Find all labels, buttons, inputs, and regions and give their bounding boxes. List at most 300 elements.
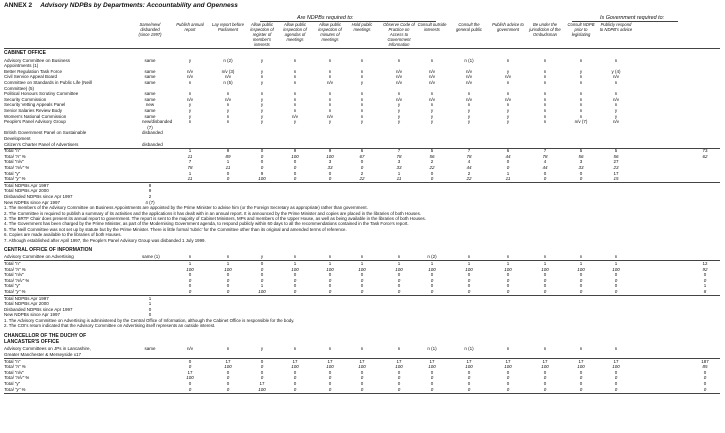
table-cell: n [614,346,618,352]
summary-label: Disbanded NDPBs since Apr 1997 [4,193,73,199]
table-cell: n [467,102,471,108]
table-cell: same [144,57,156,63]
table-cell: n [614,79,618,85]
table-cell: 67 [359,153,365,159]
table-cell: 11 [505,176,511,182]
table-cell: 23 [613,164,619,170]
row-label: Political Honours Scrutiny Committee [4,91,79,97]
table-cell: n [328,96,332,102]
table-cell: n [614,57,618,63]
table-cell: n [430,91,434,97]
table-cell: n [293,74,297,80]
table-cell: n (2) [223,57,233,63]
table-cell: y [467,107,471,113]
table-cell: 0 [467,277,471,283]
table-cell: y [467,113,471,119]
table-cell: 0 [226,289,230,294]
table-cell: n/v [186,68,193,74]
table-cell: n/v [612,119,619,125]
table-cell: 100 [186,266,194,272]
table-cell: 0 [188,364,192,370]
table-cell: y [579,68,583,74]
table-cell: 0 [397,277,401,283]
table-cell: 100 [186,375,194,381]
summary-value: 8 [148,182,152,188]
row-label: Citizen's Charter Panel of Advertisers [4,141,79,147]
table-cell: y [188,107,192,113]
table-cell: 0 [543,283,547,289]
table-cell: 1 [467,261,471,266]
row-label: Total "n" % [4,153,26,159]
table-cell: y [188,102,192,108]
table-cell: n [430,102,434,108]
column-header: Publish advice to government [492,22,524,32]
table-cell: 0 [360,289,364,294]
table-cell: 5 [430,148,434,154]
table-cell: 78 [466,153,472,159]
table-cell: n (1) [427,346,437,352]
table-cell: 100 [395,266,403,272]
table-cell: 2 [430,159,434,165]
table-cell: y [260,57,264,63]
table-cell: y [360,119,364,125]
row-label: Total "y" % [4,289,26,294]
row-label: Total "n" [4,148,21,154]
table-cell: 17 [542,358,548,364]
table-cell: n [543,79,547,85]
table-cell: n [397,254,401,260]
table-cell: 0 [328,380,332,386]
table-cell: 0 [579,277,583,283]
gov-group-heading: Is Government required to: [600,15,665,21]
table-cell: 0 [260,358,264,364]
table-cell: n [579,74,583,80]
table-cell: y [188,57,192,63]
table-cell: 0 [506,380,510,386]
table-cell: n [397,57,401,63]
table-cell: 17 [505,358,511,364]
table-cell: 0 [226,170,230,176]
table-cell: 100 [504,364,512,370]
table-cell: 2 [467,170,471,176]
footnote: 3. The BRTF Chair does present its annual report to government. The report is sent to the majority of Cabinet Ministers, MPs and members of the Upper House, as well as being available in the libraries of both Houses. [4,215,426,221]
table-cell: 78 [542,153,548,159]
table-cell: n [188,91,192,97]
footnote: 6. Copies are made available to the libraries of both Houses. [4,232,122,238]
table-cell: n [328,68,332,74]
table-cell: n [579,57,583,63]
row-label: Senior Salaries Review Body [4,107,63,113]
table-cell: 56 [578,153,584,159]
row-label: Appointments (1) [4,63,39,69]
table-cell: n/v (3) [221,68,235,74]
row-label: Security Commission [4,96,47,102]
table-cell: same [144,346,156,352]
table-cell: n [293,91,297,97]
table-cell: n [293,96,297,102]
row-label: People's Panel Advisory Group [4,119,66,125]
summary-label: New NDPBs since Apr 1997 [4,312,61,318]
table-cell: 0 [614,272,618,278]
table-cell: n/v [395,96,402,102]
footnote: 5. The Neill Committee was not set up by statute but by the Prime Minister. There is little formal 'rubric' for the Committee other than its original and amended terms of reference. [4,226,347,232]
table-cell: 0 [543,272,547,278]
table-cell: 0 [188,358,192,364]
table-cell: n [293,68,297,74]
table-cell: y [260,254,264,260]
table-cell: disbanded [142,130,163,136]
table-cell: 0 [328,277,332,283]
table-cell: 0 [260,266,264,272]
table-cell: n [614,102,618,108]
table-cell: y [430,119,434,125]
table-cell: 1 [430,261,434,266]
table-cell: 33 [327,164,333,170]
table-cell: n [360,96,364,102]
table-cell: 1 [188,148,192,154]
table-cell: n/v [395,68,402,74]
annex-label: ANNEX 2 [4,2,33,9]
table-cell: same [144,68,156,74]
table-cell: 0 [360,369,364,375]
table-cell: n [614,254,618,260]
row-total: 12 [702,261,708,266]
table-cell: n/v (7) [574,119,588,125]
table-cell: 0 [579,283,583,289]
table-cell: 0 [506,375,510,381]
table-cell: 1 [293,261,297,266]
table-cell: 100 [465,364,473,370]
row-label: Total "y" % [4,176,26,182]
table-cell: 17 [613,358,619,364]
table-cell: n [506,102,510,108]
table-cell: n [360,68,364,74]
table-cell: 0 [293,170,297,176]
table-cell: 4 [467,159,471,165]
section-heading: LANCASTER'S OFFICE [4,338,60,345]
row-label: Civil Service Appeal Board [4,74,58,80]
table-cell: 0 [397,289,401,294]
table-cell: 2 [360,170,364,176]
table-cell: 9 [328,148,332,154]
table-cell: n [293,57,297,63]
table-cell: n [579,96,583,102]
table-cell: 0 [430,170,434,176]
table-cell: same (1) [142,254,160,260]
table-cell: 15 [613,176,619,182]
table-cell: y [260,107,264,113]
table-cell: 17 [578,358,584,364]
table-cell: n [328,107,332,113]
table-cell: 0 [430,277,434,283]
table-cell: y [506,113,510,119]
table-cell: 0 [360,164,364,170]
table-cell: y [614,113,618,119]
table-cell: n/v [326,113,333,119]
table-cell: 17 [225,358,231,364]
table-cell: 0 [543,369,547,375]
table-cell: 100 [358,364,366,370]
table-cell: 0 [506,386,510,392]
row-label: Total "n/v" [4,369,24,375]
table-cell: 7 [397,148,401,154]
table-cell: 11 [225,164,231,170]
table-cell: 0 [293,159,297,165]
table-cell: n [226,346,230,352]
table-cell: 0 [579,289,583,294]
table-cell: 0 [226,283,230,289]
table-cell: same [144,79,156,85]
table-cell: same [144,91,156,97]
table-cell: 89 [225,153,231,159]
table-cell: 0 [506,369,510,375]
table-cell: 0 [188,277,192,283]
table-cell: new/disbanded [142,119,173,125]
table-cell: 0 [293,289,297,294]
table-cell: n/v [612,96,619,102]
table-cell: 0 [360,159,364,165]
table-cell: n [328,91,332,97]
table-cell: n [188,119,192,125]
row-label: Advisory Committee on Business [4,57,71,63]
table-cell: n [506,91,510,97]
table-cell: 33 [396,164,402,170]
row-label: Total "n/v" % [4,375,30,381]
table-cell: 1 [506,170,510,176]
table-cell: y [226,107,230,113]
table-cell: 7 [188,159,192,165]
table-cell: 27 [613,159,619,165]
table-cell: 1 [614,261,618,266]
table-cell: 1 [328,261,332,266]
row-label: Total "n" % [4,266,26,272]
table-cell: n [543,254,547,260]
table-cell: 44 [542,164,548,170]
table-cell: 100 [577,266,585,272]
table-cell: 9 [260,170,264,176]
table-cell: 5 [614,148,618,154]
table-cell: n [579,113,583,119]
page-title [4,2,238,9]
table-cell: n [506,79,510,85]
table-cell: y [260,68,264,74]
table-cell: n [467,254,471,260]
table-cell: n/v [504,74,511,80]
table-cell: 22 [359,176,365,182]
table-cell: y [293,119,297,125]
table-cell: n/v [186,346,193,352]
table-cell: y [360,79,364,85]
table-cell: 100 [577,364,585,370]
table-cell: 0 [579,176,583,182]
table-cell: 0 [543,380,547,386]
table-cell: 100 [258,176,266,182]
row-total: 0 [703,272,707,278]
table-cell: 0 [260,261,264,266]
table-cell: n [543,346,547,352]
table-cell: n [226,113,230,119]
table-cell: 1 [226,159,230,165]
table-cell: n [360,346,364,352]
table-cell: 17 [466,358,472,364]
table-cell: 0 [293,272,297,278]
table-cell: 0 [188,272,192,278]
row-total: 73 [702,148,708,154]
row-label: Advisory Committees on JPs in Lancashire, [4,346,91,352]
table-cell: 100 [541,364,549,370]
row-total: 8 [703,289,707,294]
table-cell: same [144,113,156,119]
table-cell: 0 [328,375,332,381]
table-cell: 33 [578,164,584,170]
table-cell: 3 [328,159,332,165]
table-cell: (7) [147,124,153,130]
table-cell: 100 [291,364,299,370]
table-cell: 0 [579,380,583,386]
column-header: Lay report before Parliament [212,22,244,32]
table-cell: 0 [260,364,264,370]
summary-value: 4 (7) [145,199,155,205]
table-cell: y [467,119,471,125]
table-cell: 1 [188,261,192,266]
table-cell: 1 [543,261,547,266]
table-cell: 0 [430,380,434,386]
table-cell: n [226,102,230,108]
section-heading: CHANCELLOR OF THE DUCHY OF [4,332,87,339]
table-cell: 1 [260,283,264,289]
table-cell: 0 [188,289,192,294]
summary-value: 9 [148,188,152,194]
column-header: Consult outside interests [417,22,447,32]
table-cell: 100 [428,364,436,370]
column-header: Publicly respond to NDPB's advice [599,22,633,32]
table-cell: n [467,91,471,97]
column-header: Hold public meetings [351,22,373,32]
table-cell: n [293,102,297,108]
summary-value: 0 [148,312,152,318]
row-label: Total "n/v" [4,159,24,165]
table-cell: n (1) [464,57,474,63]
table-cell: 0 [260,153,264,159]
table-cell: n [260,91,264,97]
row-label: Committee) (5) [4,85,35,91]
summary-label: Total NDPBs Apr 2000 [4,301,49,307]
table-cell: n/v [186,74,193,80]
table-cell: 0 [506,283,510,289]
table-cell: 0 [467,386,471,392]
row-total: 92 [702,266,708,272]
ndpb-group-heading: Are NDPBs required to: [297,15,354,21]
table-cell: 1 [360,261,364,266]
table-cell: 0 [260,159,264,165]
table-cell: n [579,91,583,97]
table-cell: 0 [226,369,230,375]
row-label: Security Vetting Appeals Panel [4,102,66,108]
table-cell: n [360,91,364,97]
table-cell: y [328,119,332,125]
table-cell: n [397,346,401,352]
table-cell: n [614,91,618,97]
table-cell: 0 [328,272,332,278]
table-cell: 0 [467,283,471,289]
table-cell: 0 [430,283,434,289]
table-cell: 100 [326,266,334,272]
table-cell: n [328,102,332,108]
table-cell: 1 [226,261,230,266]
table-cell: 0 [614,289,618,294]
table-cell: 0 [328,170,332,176]
table-cell: n [543,113,547,119]
table-cell: 0 [430,272,434,278]
summary-value: 1 [148,301,152,307]
table-cell: 6 [506,148,510,154]
table-cell: 17 [187,369,193,375]
row-label: Total "y" [4,283,21,289]
table-cell: y [397,102,401,108]
table-cell: 17 [327,358,333,364]
row-label: Better Regulation Task Force [4,68,62,74]
table-cell: 0 [328,176,332,182]
table-cell: n/v [186,96,193,102]
table-cell: 78 [396,153,402,159]
summary-label: Total NDPBs Apr 2000 [4,188,49,194]
row-label: Total "n/v" % [4,164,30,170]
table-cell: n [293,79,297,85]
table-cell: 0 [543,277,547,283]
table-cell: 44 [505,153,511,159]
table-cell: 0 [260,164,264,170]
row-label: British Government Panel on Sustainable [4,130,87,136]
footnote: 4. The Government has been charged by the Prime Minister, as part of the Modernising Government agenda, to respond publicly within 60 days to all the recommendations contained in the Task Force's report. [4,221,409,227]
table-cell: 0 [260,272,264,278]
table-cell: 0 [467,380,471,386]
table-cell: 0 [293,176,297,182]
table-cell: 0 [430,369,434,375]
summary-value: 0 [148,306,152,312]
table-cell: 17 [292,358,298,364]
table-cell: 0 [293,277,297,283]
table-cell: y [614,107,618,113]
table-cell: y [397,107,401,113]
row-label: Committee on Standards in Public Life (Neill [4,79,93,85]
table-cell: 1 [188,170,192,176]
table-cell: 17 [359,358,365,364]
footnote: 2. The COI's return indicated that the Advisory Committee on Advertising itself represents an outside interest. [4,323,216,329]
table-cell: n [293,346,297,352]
table-cell: n [226,119,230,125]
table-cell: 0 [188,380,192,386]
table-cell: n [360,113,364,119]
table-cell: 100 [258,289,266,294]
section-heading: CENTRAL OFFICE OF INFORMATION [4,246,93,253]
table-cell: 0 [467,375,471,381]
column-header: Allow public inspection of minutes of meetings [318,22,342,42]
table-cell: 0 [397,386,401,392]
table-cell: 0 [360,386,364,392]
table-cell: 100 [291,266,299,272]
table-cell: 0 [226,386,230,392]
row-label: Total "n" [4,261,21,266]
table-cell: 100 [541,266,549,272]
table-cell: 0 [397,369,401,375]
table-cell: 0 [293,386,297,392]
table-cell: y [430,113,434,119]
column-header: Consult NDPB prior to legislating [567,22,595,37]
table-cell: n [360,102,364,108]
table-cell: y [430,107,434,113]
row-label: Total "y" % [4,386,26,392]
table-cell: 0 [430,386,434,392]
